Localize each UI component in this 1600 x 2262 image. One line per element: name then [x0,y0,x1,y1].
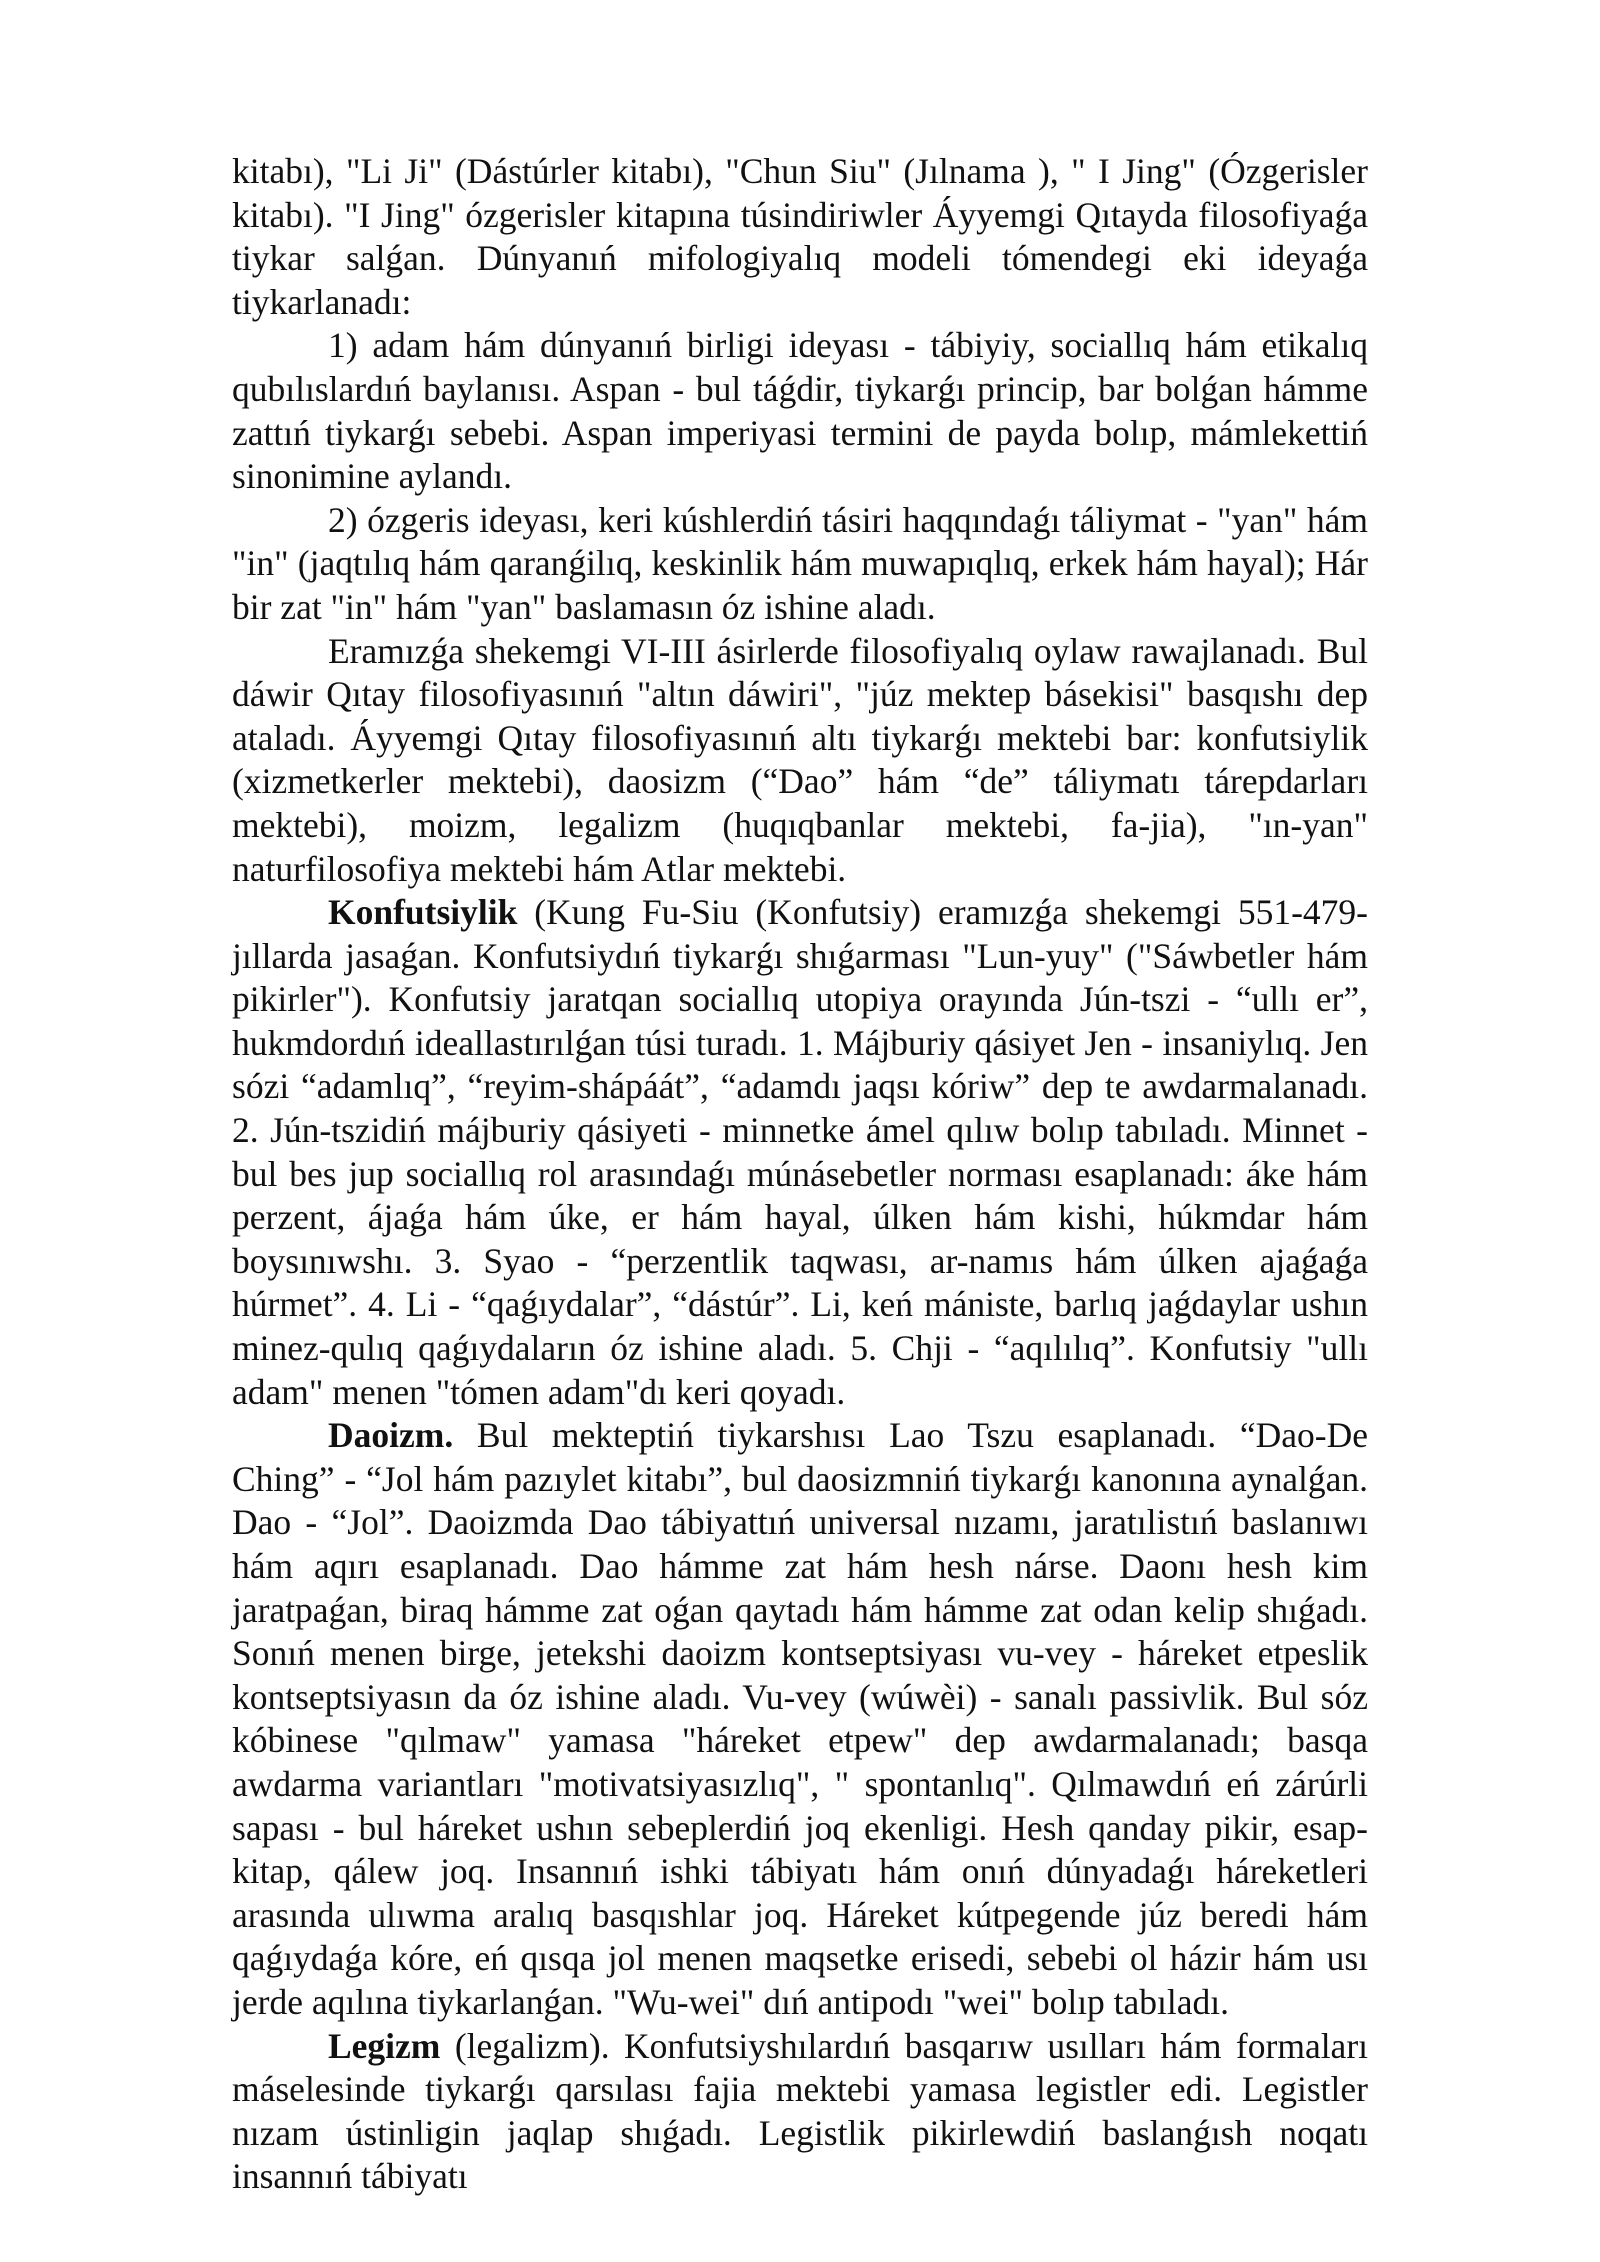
paragraph-text: Bul mekteptiń tiykarshısı Lao Tszu esaplanadı. “Dao-De Ching” - “Jol hám pazıylet kitabı”, bul daosizmniń tiykarǵı kanonına aynalǵan. Dao - “Jol”. Daoizmda Dao tábiyattıń universal nızamı, jaratılistıń baslanıwı hám aqırı esaplanadı. Dao hámme zat hám hesh nárse. Daonı hesh kim jaratpaǵan, biraq hámme zat oǵan qaytadı hám hámme zat odan kelip shıǵadı. Sonıń menen birge, jetekshi daoizm kontseptsiyası vu-vey - háreket etpeslik kontseptsiyasın da óz ishine aladı. Vu-vey (wúwèi) - sanalı passivlik. Bul sóz kóbinese "qılmaw" yamasa "háreket etpew" dep awdarmalanadı; basqa awdarma variantları "motivatsiyasızlıq", " spontanlıq". Qılmawdıń eń zárúrli sapası - bul háreket ushın sebeplerdiń joq ekenligi. Hesh qanday pikir, esap-kitap, qálew joq. Insannıń ishki tábiyatı hám onıń dúnyadaǵı háreketleri arasında ulıwma aralıq basqıshlar joq. Háreket kútpegende júz beredi hám qaǵıydaǵa kóre, eń qısqa jol menen maqsetke erisedi, sebebi ol házir hám usı jerde aqılına tiykarlanǵan. "Wu-wei" dıń antipodı "wei" bolıp tabıladı. [232,1415,1368,2022]
paragraph-text: 1) adam hám dúnyanıń birligi ideyası - tábiyiy, sociallıq hám etikalıq qubılıslardıń baylanısı. Aspan - bul táǵdir, tiykarǵı princip, bar bolǵan hámme zattıń tiykarǵı sebebi. Aspan imperiyasi termini de payda bolıp, mámlekettiń sinonimine aylandı. [232,325,1368,497]
paragraph-legalism [232,2025,1368,2199]
paragraph-confucianism [232,891,1368,1414]
paragraph-text: Eramızǵa shekemgi VI-III ásirlerde filosofiyalıq oylaw rawajlanadı. Bul dáwir Qıtay filosofiyasınıń "altın dáwiri", "júz mektep básekisi" basqıshı dep ataladı. Áyyemgi Qıtay filosofiyasınıń altı tiykarǵı mektebi bar: konfutsiylik (xizmetkerler mektebi), daosizm (“Dao” hám “de” táliymatı tárepdarları mektebi), moizm, legalizm (huqıqbanlar mektebi, fa-jia), "ın-yan" naturfilosofiya mektebi hám Atlar mektebi. [232,630,1368,889]
term-heading: Legizm [328,2025,441,2066]
paragraph-text: kitabı), "Li Ji" (Dástúrler kitabı), "Chun Siu" (Jılnama ), " I Jing" (Ózgerisler kitabı). "I Jing" ózgerisler kitapına túsindiriwler Áyyemgi Qıtayda filosofiyaǵa tiykar salǵan. Dúnyanıń mifologiyalıq modeli tómendegi eki ideyaǵa tiykarlanadı: [232,151,1368,322]
paragraph-daoism [232,1414,1368,2024]
term-heading: Daoizm. [328,1415,454,1456]
paragraph-continuation [232,150,1368,324]
paragraph-idea-two [232,499,1368,630]
paragraph-idea-one [232,324,1368,498]
paragraph-text: 2) ózgeris ideyası, keri kúshlerdiń tásiri haqqındaǵı táliymat - "yan" hám "in" (jaqtılıq hám qaranǵilıq, keskinlik hám muwapıqlıq, erkek hám hayal); Hár bir zat "in" hám "yan" baslamasın óz ishine aladı. [232,499,1368,627]
term-heading: Konfutsiylik [328,892,518,933]
document-page [232,150,1368,2199]
paragraph-text: (Kung Fu-Siu (Konfutsiy) eramızǵa shekemgi 551-479-jıllarda jasaǵan. Konfutsiydıń tiykarǵı shıǵarması "Lun-yuy" ("Sáwbetler hám pikirler"). Konfutsiy jaratqan sociallıq utopiya orayında Jún-tszi - “ullı er”, hukmdordıń ideallastırılǵan túsi turadı. 1. Májburiy qásiyet Jen - insaniylıq. Jen sózi “adamlıq”, “reyim-shápáát”, “adamdı jaqsı kóriw” dep te awdarmalanadı. 2. Jún-tszidiń májburiy qásiyeti - minnetke ámel qılıw bolıp tabıladı. Minnet - bul bes jup sociallıq rol arasındaǵı múnásebetler norması esaplanadı: áke hám perzent, ájaǵa hám úke, er hám hayal, úlken hám kishi, húkmdar hám boysınıwshı. 3. Syao - “perzentlik taqwası, ar-namıs hám úlken ajaǵaǵa húrmet”. 4. Li - “qaǵıydalar”, “dástúr”. Li, keń mániste, barlıq jaǵdaylar ushın minez-qulıq qaǵıydaların óz ishine aladı. 5. Chji - “aqılılıq”. Konfutsiy "ullı adam" menen "tómen adam"dı keri qoyadı. [232,892,1368,1412]
paragraph-text: (legalizm). Konfutsiyshılardıń basqarıw usılları hám formaları máselesinde tiykarǵı qarsılası fajia mektebi yamasa legistler edi. Legistler nızam ústinligin jaqlap shıǵadı. Legistlik pikirlewdiń baslanǵısh noqatı insannıń tábiyatı [232,2025,1368,2197]
paragraph-schools [232,630,1368,892]
